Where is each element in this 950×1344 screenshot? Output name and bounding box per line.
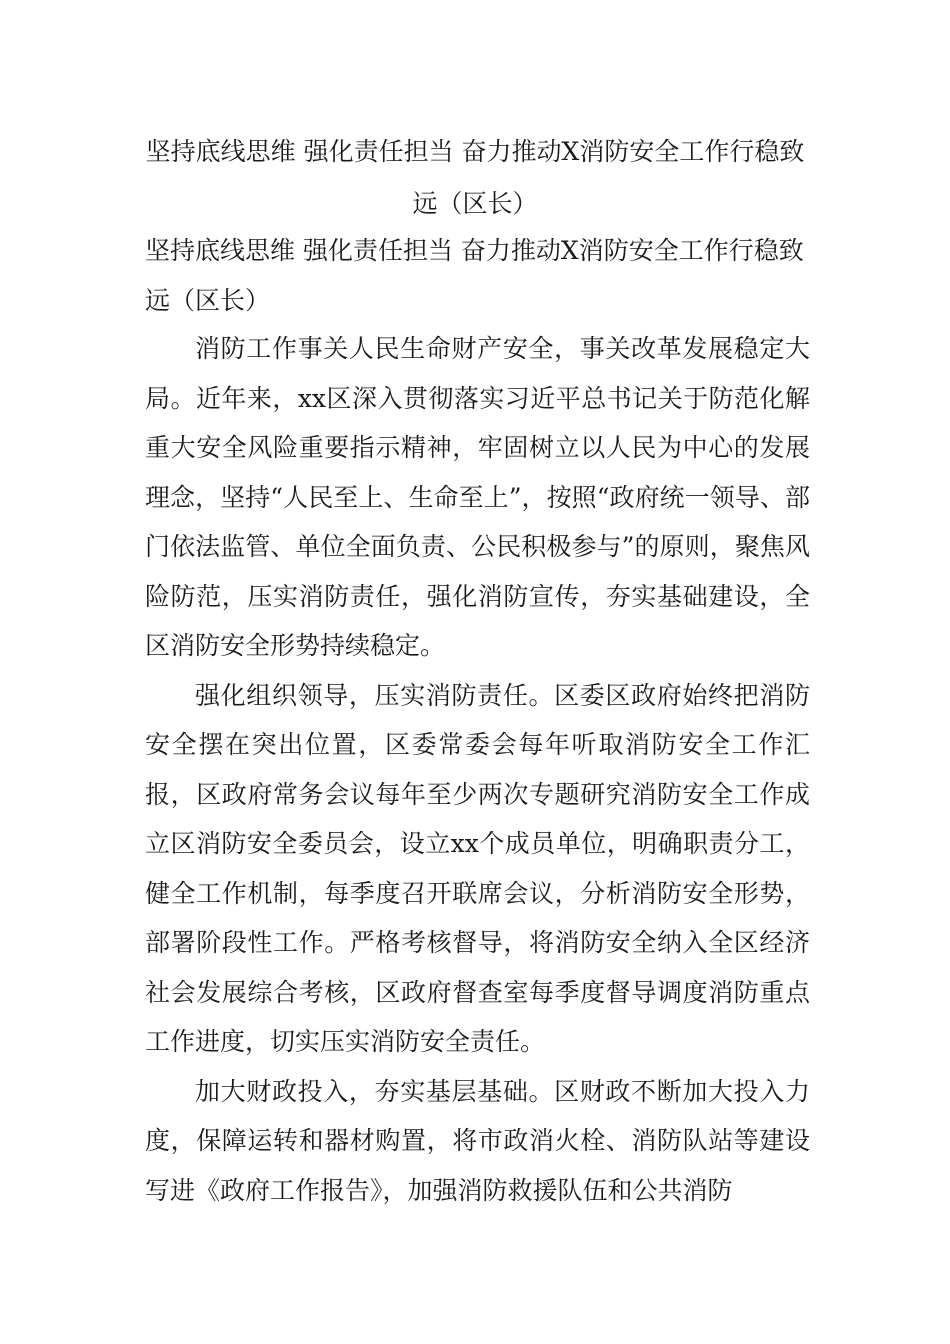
paragraph-finance: 加大财政投入，夯实基层基础。区财政不断加大投入力度，保障运转和器材购置，将市政消火栓、消防队站等建设写进《政府工作报告》，加强消防救援队伍和公共消防 bbox=[145, 1076, 810, 1205]
paragraph-leadership: 强化组织领导，压实消防责任。区委区政府始终把消防安全摆在突出位置，区委常委会每年听取消防安全工作汇报，区政府常务会议每年至少两次专题研究消防安全工作成立区消防安全委员会，设立xx个成员单位，明确职责分工，健全工作机制，每季度召开联席会议，分析消防安全形势，部署阶段性工作。严格考核督导，将消防安全纳入全区经济社会发展综合考核，区政府督查室每季度督导调度消防重点工作进度，切实压实消防安全责任。 bbox=[145, 680, 810, 1056]
document-title: 坚持底线思维 强化责任担当 奋力推动X消防安全工作行稳致远（区长） bbox=[145, 137, 805, 218]
document-body bbox=[145, 324, 810, 1215]
repeated-title: 坚持底线思维 强化责任担当 奋力推动X消防安全工作行稳致远（区长） bbox=[145, 236, 804, 315]
paragraph-intro: 消防工作事关人民生命财产安全，事关改革发展稳定大局。近年来，xx区深入贯彻落实习近平总书记关于防范化解重大安全风险重要指示精神，牢固树立以人民为中心的发展理念，坚持“人民至上、生命至上”，按照“政府统一领导、部门依法监管、单位全面负责、公民积极参与”的原则，聚焦风险防范，压实消防责任，强化消防宣传，夯实基础建设，全区消防安全形势持续稳定。 bbox=[145, 334, 810, 660]
